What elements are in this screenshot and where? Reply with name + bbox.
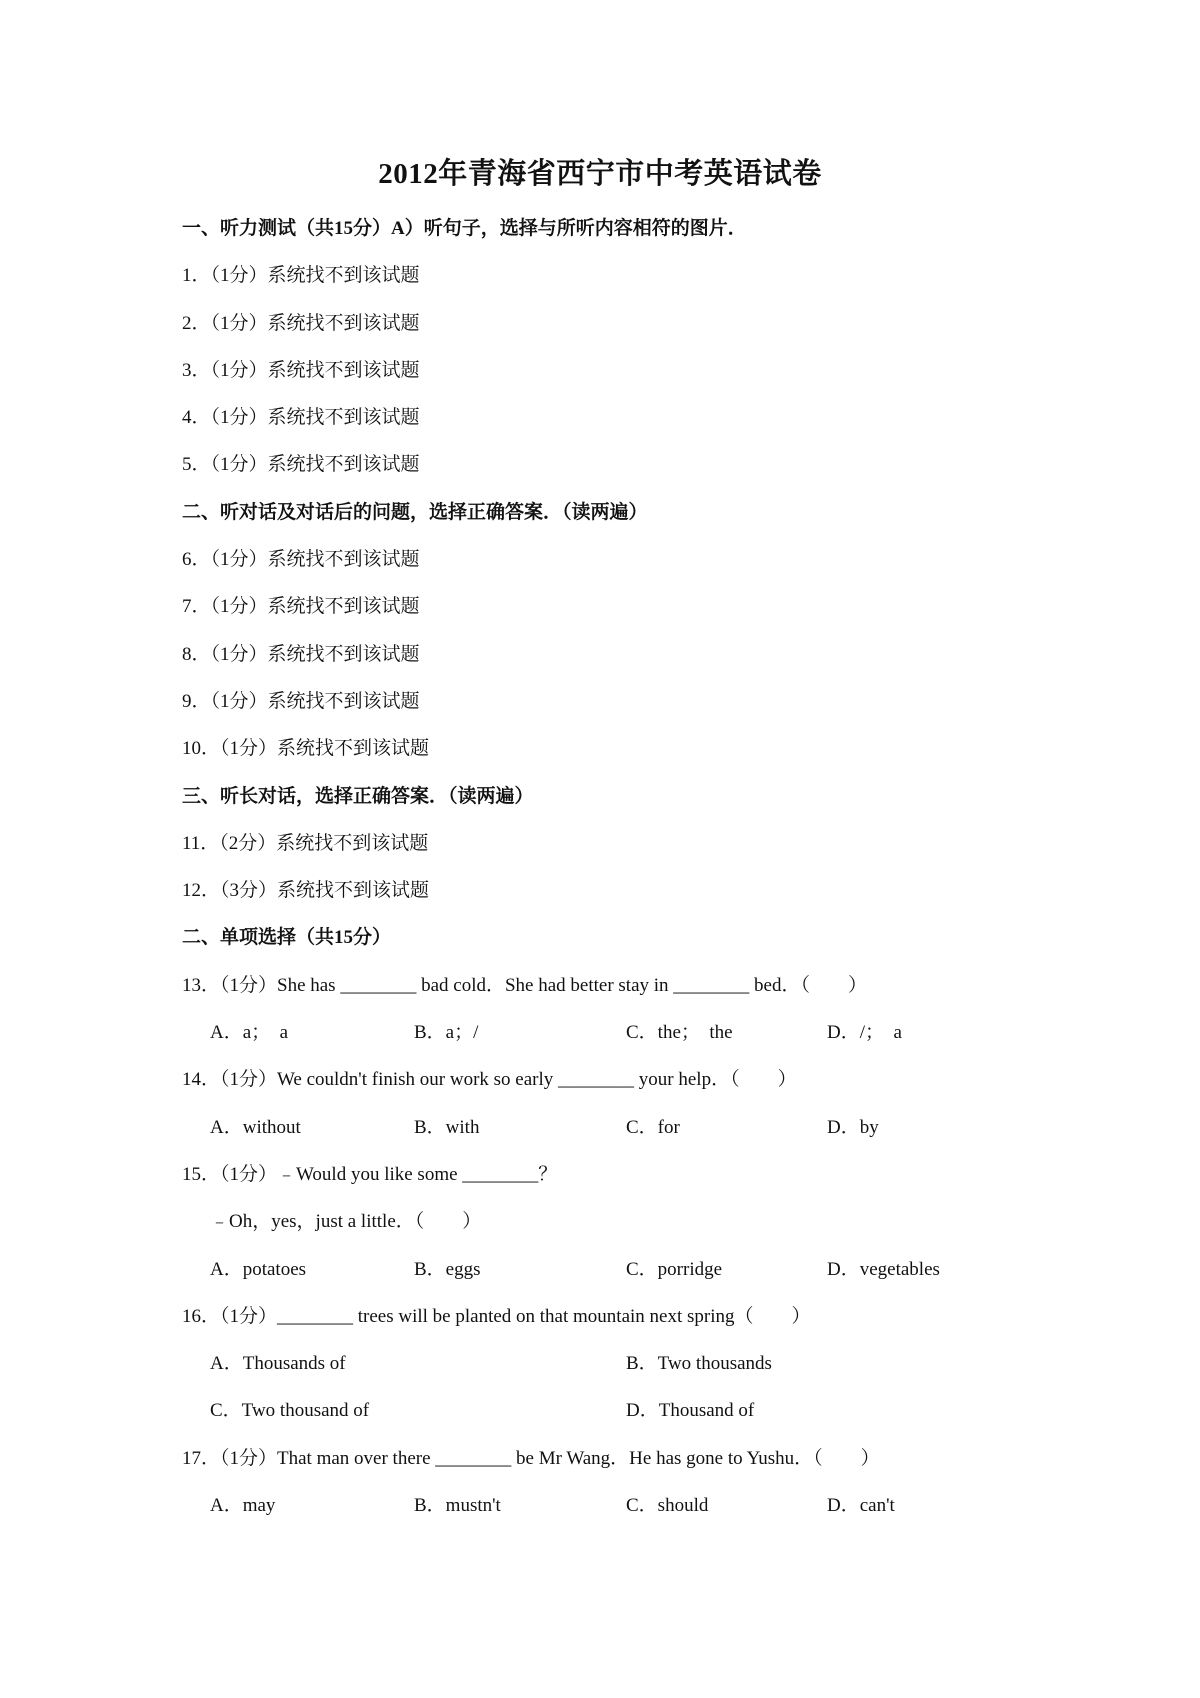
question-item: 1．（1分）系统找不到该试题	[182, 265, 420, 287]
option-d: D．can't	[827, 1495, 895, 1517]
option-d: D．by	[827, 1116, 879, 1138]
question-item: 12．（3分）系统找不到该试题	[182, 880, 430, 902]
option-d: D．/； a	[827, 1022, 902, 1044]
question-stem: 16．（1分）________ trees will be planted on that mountain next spring（ ）	[182, 1305, 811, 1327]
option-row	[182, 1254, 1022, 1301]
section-heading: 二、单项选择（共15分）	[182, 927, 392, 949]
option-a: A．Thousands of	[210, 1353, 346, 1375]
option-row	[182, 1395, 1022, 1442]
option-a: A．may	[210, 1495, 276, 1517]
section-heading: 一、听力测试（共15分）A）听句子，选择与所听内容相符的图片．	[182, 218, 747, 239]
question-item: 6．（1分）系统找不到该试题	[182, 549, 420, 571]
section-heading: 三、听长对话，选择正确答案．（读两遍）	[182, 785, 534, 807]
option-d: D．Thousand of	[626, 1400, 755, 1422]
option-row	[182, 1112, 1022, 1159]
question-item: 5．（1分）系统找不到该试题	[182, 454, 420, 476]
option-b: B．Two thousands	[626, 1353, 772, 1375]
section-heading: 二、听对话及对话后的问题，选择正确答案．（读两遍）	[182, 501, 648, 523]
question-item: 2．（1分）系统找不到该试题	[182, 312, 420, 334]
question-item: 11．（2分）系统找不到该试题	[182, 832, 429, 854]
question-item: 10．（1分）系统找不到该试题	[182, 738, 430, 760]
option-b: B．with	[414, 1116, 480, 1138]
option-b: B．eggs	[414, 1258, 481, 1280]
page-title: 2012年青海省西宁市中考英语试卷	[378, 158, 822, 190]
option-c: C．should	[626, 1495, 709, 1517]
option-b: B．mustn't	[414, 1495, 501, 1517]
question-stem: 15．（1分）﹣Would you like some ________？	[182, 1163, 558, 1185]
question-item: 9．（1分）系统找不到该试题	[182, 690, 420, 712]
option-a: A．without	[210, 1116, 301, 1138]
question-item: 3．（1分）系统找不到该试题	[182, 359, 420, 381]
question-item: 8．（1分）系统找不到该试题	[182, 643, 420, 665]
option-row	[182, 1017, 1022, 1064]
question-stem: 14．（1分）We couldn't finish our work so early ________ your help．（ ）	[182, 1069, 797, 1091]
option-c: C．Two thousand of	[210, 1400, 370, 1422]
option-a: A．potatoes	[210, 1258, 307, 1280]
option-row	[182, 1348, 1022, 1395]
exam-content	[182, 213, 1022, 1537]
question-stem-continued: ﹣Oh，yes，just a little．（ ）	[210, 1211, 482, 1233]
option-b: B．a；/	[414, 1022, 479, 1044]
question-item: 4．（1分）系统找不到该试题	[182, 407, 420, 429]
option-c: C．the； the	[626, 1022, 733, 1044]
option-c: C．for	[626, 1116, 680, 1138]
option-row	[182, 1490, 1022, 1537]
question-stem: 17．（1分）That man over there ________ be Mr Wang．He has gone to Yushu．（ ）	[182, 1447, 880, 1469]
question-item: 7．（1分）系统找不到该试题	[182, 596, 420, 618]
option-c: C．porridge	[626, 1258, 723, 1280]
option-d: D．vegetables	[827, 1258, 940, 1280]
option-a: A．a； a	[210, 1022, 289, 1044]
question-stem: 13．（1分）She has ________ bad cold．She had better stay in ________ bed．（ ）	[182, 974, 867, 996]
